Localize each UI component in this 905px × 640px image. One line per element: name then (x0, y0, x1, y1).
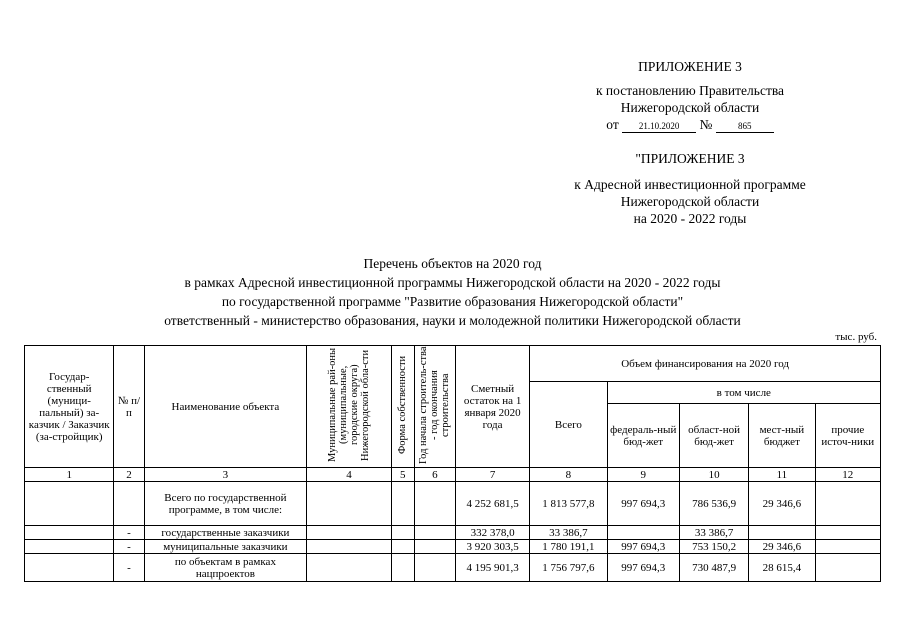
col-districts-header (307, 346, 391, 468)
date-number-line (580, 116, 800, 133)
row-other (815, 540, 880, 554)
col-federal-header: федераль-ный бюд-жет (607, 404, 679, 468)
column-number: 8 (530, 468, 607, 482)
title-line-3: по государственной программе "Развитие образования Нижегородской области" (221, 294, 684, 309)
column-number: 5 (391, 468, 414, 482)
row-number: - (114, 540, 144, 554)
column-number: 4 (307, 468, 391, 482)
row-object-name: государственные заказчики (144, 526, 307, 540)
col-years-header (414, 346, 455, 468)
row-total: 1 780 191,1 (530, 540, 607, 554)
column-number: 10 (679, 468, 748, 482)
row-total: 1 756 797,6 (530, 554, 607, 582)
title-line-2: в рамках Адресной инвестиционной программы Нижегородской области на 2020 - 2022 годы (184, 275, 721, 290)
resolution-block (580, 82, 800, 133)
column-number: 3 (144, 468, 307, 482)
col-number-header: № п/ п (114, 346, 144, 468)
col-customer-header: Государ-ственный (муници-пальный) за-казчик / Заказчик (за-стройщик) (25, 346, 114, 468)
col-regional-header: област-ной бюд-жет (679, 404, 748, 468)
row-federal (607, 526, 679, 540)
row-other (815, 526, 880, 540)
column-number: 2 (114, 468, 144, 482)
column-number: 11 (749, 468, 815, 482)
col-balance-header: Сметный остаток на 1 января 2020 года (455, 346, 529, 468)
row-total: 33 386,7 (530, 526, 607, 540)
row-object-name: муниципальные заказчики (144, 540, 307, 554)
title-line-4: ответственный - министерство образования, науки и молодежной политики Нижегородской области (164, 313, 741, 328)
col-other-header: прочие источ-ники (815, 404, 880, 468)
appendix2-header (590, 150, 790, 167)
col-years-label: Год начала строитель-ства - год окончания строительства (418, 346, 452, 464)
row-balance: 3 920 303,5 (455, 540, 529, 554)
column-number: 1 (25, 468, 114, 482)
region-line: Нижегородской области (620, 100, 760, 115)
appendix-label: ПРИЛОЖЕНИЕ 3 (638, 59, 742, 74)
col-ownership-label: Форма собственности (397, 355, 409, 455)
row-local (749, 526, 815, 540)
col-total-header: Всего (530, 382, 607, 468)
program-line-3: на 2020 - 2022 годы (633, 211, 747, 226)
row-federal: 997 694,3 (607, 540, 679, 554)
col-financing-header: Объем финансирования на 2020 год (530, 346, 881, 382)
row-local: 29 346,6 (749, 540, 815, 554)
col-districts-label: Муниципальные рай-оны (муниципальные, городские округа) Нижегородской обла-сти (326, 347, 371, 463)
row-regional: 33 386,7 (679, 526, 748, 540)
row-regional: 786 536,9 (679, 482, 748, 526)
table-row (25, 554, 881, 582)
appendix-header (590, 58, 790, 75)
row-balance: 4 252 681,5 (455, 482, 529, 526)
units-label: тыс. руб. (835, 331, 877, 343)
row-number (114, 482, 144, 526)
column-number: 7 (455, 468, 529, 482)
number-sign: № (699, 117, 713, 132)
row-federal: 997 694,3 (607, 482, 679, 526)
date-prefix: от (606, 117, 619, 132)
table-row (25, 540, 881, 554)
column-number: 6 (414, 468, 455, 482)
row-balance: 332 378,0 (455, 526, 529, 540)
column-number: 9 (607, 468, 679, 482)
row-regional: 753 150,2 (679, 540, 748, 554)
objects-table (24, 345, 881, 582)
program-line-2: Нижегородской области (620, 194, 760, 209)
column-numbers-row (25, 468, 881, 482)
resolution-number: 865 (716, 121, 774, 133)
row-other (815, 482, 880, 526)
row-number: - (114, 526, 144, 540)
column-number: 12 (815, 468, 880, 482)
program-line-1: к Адресной инвестиционной программе (574, 177, 806, 192)
document-title (0, 254, 905, 330)
row-local: 28 615,4 (749, 554, 815, 582)
row-total: 1 813 577,8 (530, 482, 607, 526)
table-row (25, 526, 881, 540)
row-other (815, 554, 880, 582)
title-line-1: Перечень объектов на 2020 год (363, 256, 542, 271)
program-block (550, 176, 830, 227)
row-local: 29 346,6 (749, 482, 815, 526)
table-row (25, 482, 881, 526)
row-balance: 4 195 901,3 (455, 554, 529, 582)
row-federal: 997 694,3 (607, 554, 679, 582)
col-including-header: в том числе (607, 382, 880, 404)
appendix2-label: "ПРИЛОЖЕНИЕ 3 (635, 151, 745, 166)
row-object-name: по объектам в рамках нацпроектов (144, 554, 307, 582)
row-regional: 730 487,9 (679, 554, 748, 582)
row-object-name: Всего по государственной программе, в том числе: (144, 482, 307, 526)
col-ownership-header (391, 346, 414, 468)
resolution-date: 21.10.2020 (622, 121, 696, 133)
col-object-name-header: Наименование объекта (144, 346, 307, 468)
resolution-line: к постановлению Правительства (595, 83, 785, 98)
row-number: - (114, 554, 144, 582)
col-local-header: мест-ный бюджет (749, 404, 815, 468)
